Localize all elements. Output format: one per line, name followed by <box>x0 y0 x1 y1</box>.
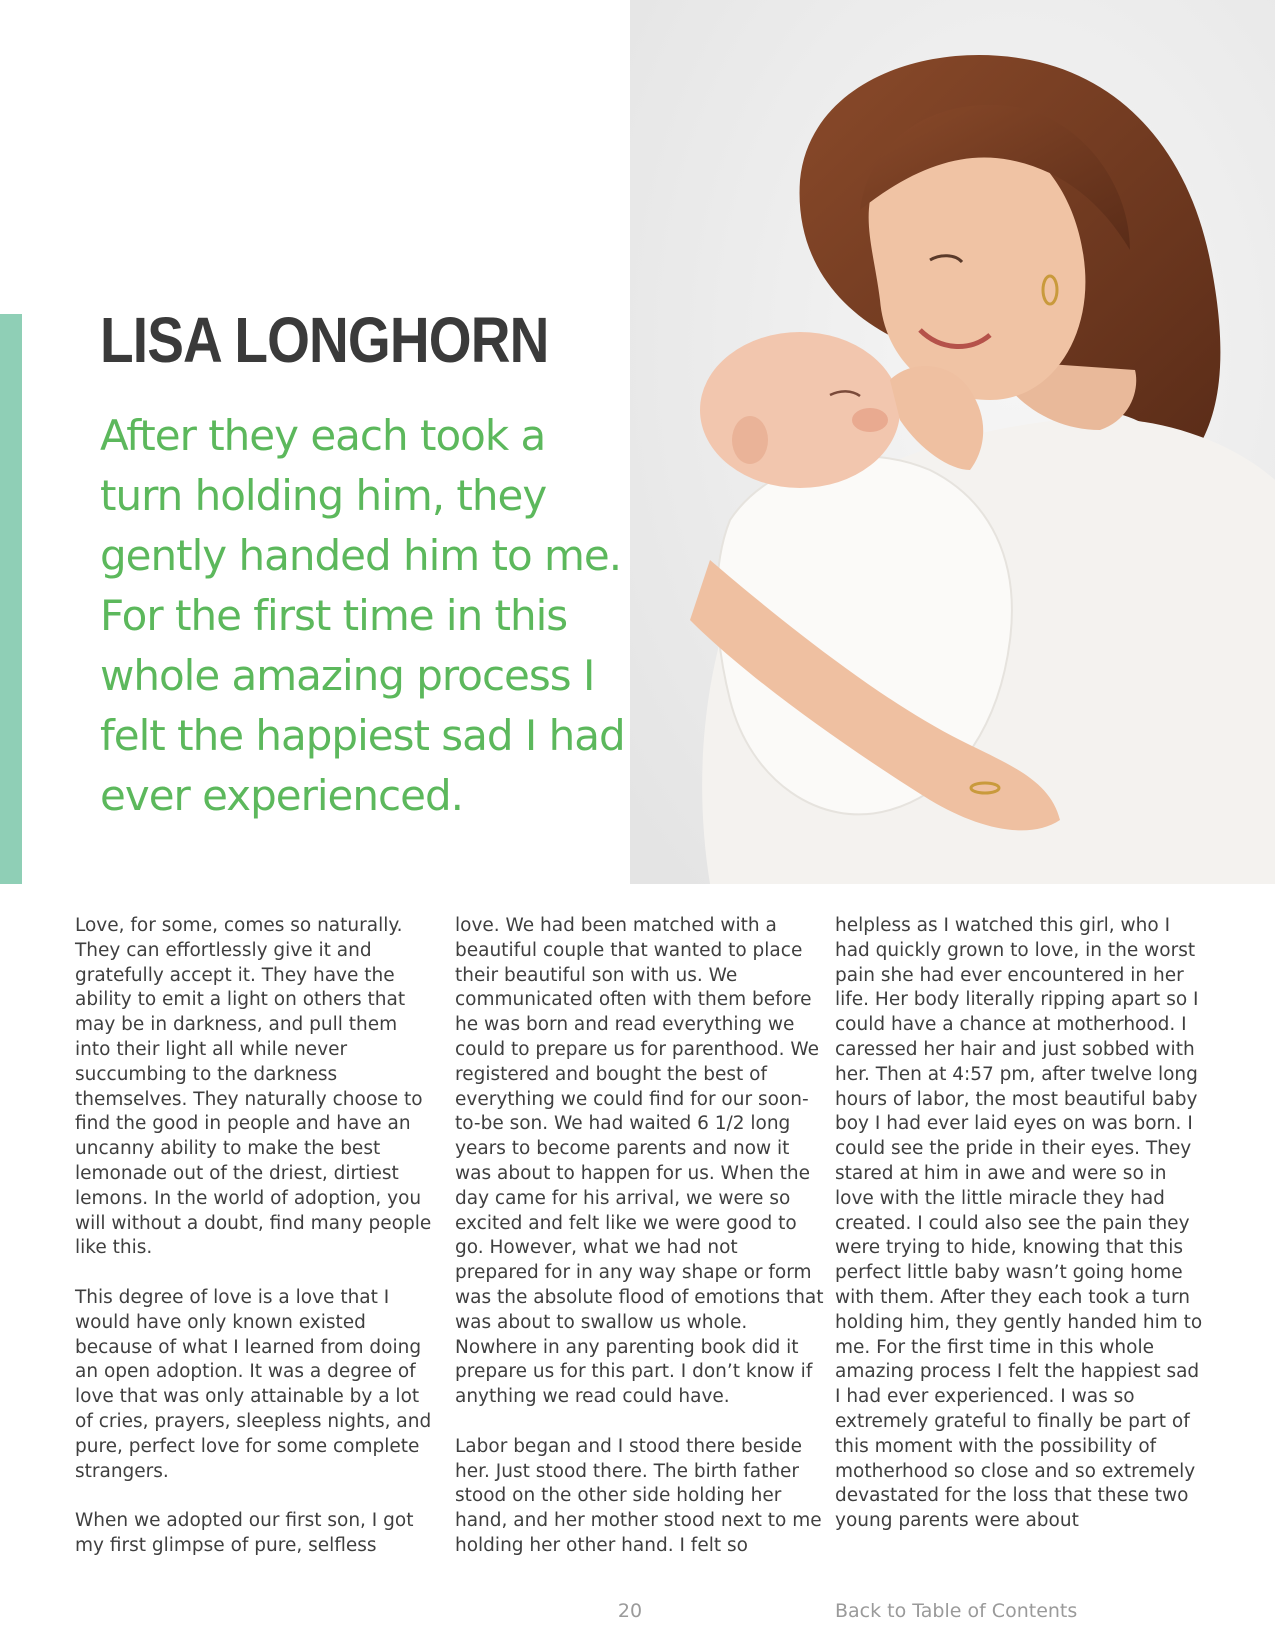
back-to-toc-link[interactable]: Back to Table of Contents <box>835 1600 1078 1622</box>
article-column-2 <box>455 914 825 1584</box>
article-column-1 <box>75 914 435 1584</box>
article-column-3 <box>835 914 1205 1559</box>
pull-quote: After they each took a turn holding him, they gently handed him to me. For the first time in this whole amazing process I felt the happiest sad I had ever experienced. <box>100 411 625 820</box>
paragraph: This degree of love is a love that I would have only known existed because of what I learned from doing an open adoption. It was a degree of love that was only attainable by a lot of cries, prayers, sleepless nights, and pure, perfect love for some complete strangers. <box>75 1286 432 1482</box>
paragraph: When we adopted our first son, I got my first glimpse of pure, selfless <box>75 1510 414 1556</box>
accent-bar <box>0 314 22 884</box>
author-name: LISA LONGHORN <box>100 304 549 376</box>
mother-holding-newborn-photo <box>630 0 1275 884</box>
page-number: 20 <box>617 1600 643 1622</box>
paragraph: Love, for some, comes so naturally. They can effortlessly give it and gratefully accept it. They have the ability to emit a light on others that may be in darkness, and pull them into their light all while never succumbing to the darkness themselves. They naturally choose to find the good in people and have an uncanny ability to make the best lemonade out of the driest, dirtiest lemons. In the world of adoption, you will without a doubt, find many people like this. <box>75 915 432 1259</box>
paragraph: Labor began and I stood there beside her. Just stood there. The birth father stood on the other side holding her hand, and her mother stood next to me holding her other hand. I felt so <box>455 1435 822 1556</box>
paragraph: helpless as I watched this girl, who I had quickly grown to love, in the worst pain she had ever encountered in her life. Her body literally ripping apart so I could have a chance at motherhood. I caressed her hair and just sobbed with her. Then at 4:57 pm, after twelve long hours of labor, the most beautiful baby boy I had ever laid eyes on was born. I could see the pride in their eyes. They stared at him in awe and were so in love with the little miracle they had created. I could also see the pain they were trying to hide, knowing that this perfect little baby wasn’t going home with them. After they each took a turn holding him, they gently handed him to me. For the first time in this whole amazing process I felt the happiest sad I had ever experienced. I was so extremely grateful to finally be part of this moment with the possibility of motherhood so close and so extremely devastated for the loss that these two young parents were about <box>835 915 1203 1532</box>
paragraph: love. We had been matched with a beautiful couple that wanted to place their beautiful son with us. We communicated often with them before he was born and read everything we could to prepare us for parenthood. We registered and bought the best of everything we could find for our soon-to-be son. We had waited 6 1/2 long years to become parents and now it was about to happen for us. When the day came for his arrival, we were so excited and felt like we were good to go. However, what we had not prepared for in any way shape or form was the absolute flood of emotions that was about to swallow us whole. Nowhere in any parenting book did it prepare us for this part. I don’t know if anything we read could have. <box>455 915 824 1408</box>
article-body <box>0 914 1275 1574</box>
